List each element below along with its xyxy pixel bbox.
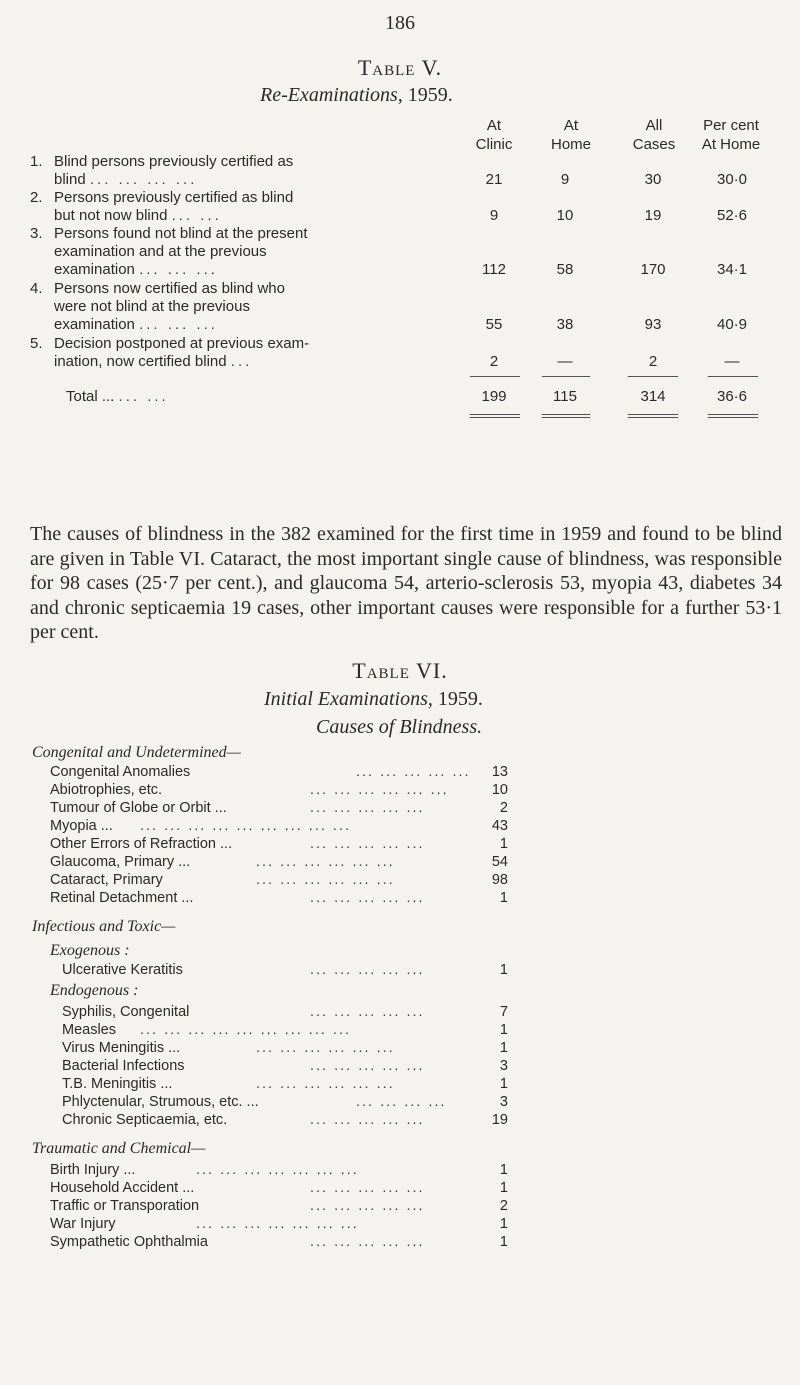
cell-all: 170 — [640, 261, 666, 278]
list-item: Birth Injury ... ... ... ... ... ... ... ... 1 — [50, 1162, 508, 1178]
list-item: T.B. Meningitis ... ... ... ... ... ... ... 1 — [62, 1076, 508, 1092]
row-label-line: Persons found not blind at the present — [54, 225, 308, 242]
table6-subtitle-year: 1959. — [437, 688, 483, 710]
list-item: Abiotrophies, etc. ... ... ... ... ... ... 10 — [50, 782, 508, 798]
cell-all: 2 — [648, 353, 658, 370]
list-item: Household Accident ... ... ... ... ... ... 1 — [50, 1180, 508, 1196]
list-item: Phlyctenular, Strumous, etc. ... ... ... ... ... 3 — [62, 1094, 508, 1110]
table6-subtitle — [264, 688, 483, 711]
cell-percent: — — [724, 353, 740, 370]
row-label-line: examination — [54, 316, 135, 333]
cell-percent: 34·1 — [716, 261, 748, 278]
total-clinic: 199 — [481, 388, 507, 405]
list-item: Virus Meningitis ... ... ... ... ... ... ... 1 — [62, 1040, 508, 1056]
cell-all: 19 — [644, 207, 662, 224]
table6-subtitle2: Causes of Blindness. — [316, 716, 483, 738]
row-label-line: examination — [54, 261, 135, 278]
cell-percent: 30·0 — [716, 171, 748, 188]
cell-clinic: 112 — [482, 261, 506, 278]
row-label-line: ination, now certified blind — [54, 353, 227, 370]
row-number: 2. — [30, 189, 43, 206]
total-rule — [708, 376, 758, 377]
list-item: War Injury ... ... ... ... ... ... ... 1 — [50, 1216, 508, 1232]
cell-home: 10 — [556, 207, 574, 224]
cell-all: 30 — [644, 171, 662, 188]
list-item: Glaucoma, Primary ... ... ... ... ... ... ... 54 — [50, 854, 508, 870]
row-number: 1. — [30, 153, 43, 170]
col-header-clinic: At Clinic — [475, 117, 513, 153]
table5-title: Table V. — [357, 55, 443, 80]
table6-title: Table VI. — [352, 658, 448, 683]
cell-home: 38 — [556, 316, 574, 333]
subcategory-heading: Endogenous : — [50, 982, 139, 999]
cell-all: 93 — [644, 316, 662, 333]
category-heading: Congenital and Undetermined— — [32, 744, 241, 761]
total-label: Total ... — [66, 388, 115, 405]
list-item: Traffic or Transporation ... ... ... ... ... 2 — [50, 1198, 508, 1214]
total-rule — [542, 376, 590, 377]
cell-percent: 40·9 — [716, 316, 748, 333]
row-label-line: were not blind at the previous — [54, 298, 250, 315]
double-rule — [470, 414, 520, 418]
row-number: 3. — [30, 225, 43, 242]
cell-clinic: 9 — [489, 207, 499, 224]
list-item: Ulcerative Keratitis ... ... ... ... ... 1 — [62, 962, 508, 978]
row-label-line: examination and at the previous — [54, 243, 267, 260]
double-rule — [628, 414, 678, 418]
list-item: Other Errors of Refraction ... ... ... ... ... ... 1 — [50, 836, 508, 852]
list-item: Chronic Septicaemia, etc. ... ... ... ... ... 19 — [62, 1112, 508, 1128]
list-item: Bacterial Infections ... ... ... ... ... 3 — [62, 1058, 508, 1074]
table5-subtitle-italic: Re-Examinations, — [260, 84, 403, 106]
row-label-line: but not now blind — [54, 207, 168, 224]
row-label-line: Blind persons previously certified as — [54, 153, 294, 170]
list-item: Measles ... ... ... ... ... ... ... ... ... 1 — [62, 1022, 508, 1038]
row-label-line: Persons previously certified as blind — [54, 189, 294, 206]
col-header-per-cent: Per cent At Home — [701, 117, 761, 153]
cell-home: 9 — [560, 171, 570, 188]
category-heading: Traumatic and Chemical— — [32, 1140, 206, 1157]
row-label-line: Decision postponed at previous exam- — [54, 335, 310, 352]
total-rule — [628, 376, 678, 377]
total-percent: 36·6 — [716, 388, 748, 405]
list-item: Syphilis, Congenital ... ... ... ... ... 7 — [62, 1004, 508, 1020]
table5-subtitle-year: 1959. — [407, 84, 453, 106]
cell-percent: 52·6 — [716, 207, 748, 224]
total-rule — [470, 376, 520, 377]
col-header-all-cases: All Cases — [632, 117, 676, 153]
page-number: 186 — [385, 12, 415, 34]
total-home: 115 — [553, 388, 577, 405]
list-item: Sympathetic Ophthalmia ... ... ... ... ... 1 — [50, 1234, 508, 1250]
cell-clinic: 21 — [485, 171, 503, 188]
col-header-home: At Home — [550, 117, 591, 153]
list-item: Congenital Anomalies ... ... ... ... ... 13 — [50, 764, 508, 780]
cell-clinic: 2 — [489, 353, 499, 370]
table5-subtitle — [260, 84, 453, 107]
cell-home: — — [557, 353, 573, 370]
list-item: Cataract, Primary ... ... ... ... ... ... 98 — [50, 872, 508, 888]
row-label-line: blind — [54, 171, 86, 188]
list-item: Retinal Detachment ... ... ... ... ... ... 1 — [50, 890, 508, 906]
cell-home: 58 — [556, 261, 574, 278]
category-heading: Infectious and Toxic— — [32, 918, 176, 935]
row-label-line: Persons now certified as blind who — [54, 280, 285, 297]
subcategory-heading: Exogenous : — [50, 942, 130, 959]
list-item: Myopia ... ... ... ... ... ... ... ... ... ... 43 — [50, 818, 508, 834]
table6-subtitle-italic: Initial Examinations, — [264, 688, 433, 710]
body-paragraph: The causes of blindness in the 382 examined for the first time in 1959 and found to be blind are given in Table VI. Cataract, the most important single cause of blindness, was responsible for 98 cases (25·7 per cent.), and glaucoma 54, arterio-sclerosis 53, myopia 43, diabetes 34 and chronic septicaemia 19 cases, other important causes were responsible for a further 53·1 per cent. — [30, 523, 782, 643]
double-rule — [542, 414, 590, 418]
double-rule — [708, 414, 758, 418]
row-number: 5. — [30, 335, 43, 352]
row-number: 4. — [30, 280, 43, 297]
cell-clinic: 55 — [485, 316, 503, 333]
list-item: Tumour of Globe or Orbit ... ... ... ... ... ... 2 — [50, 800, 508, 816]
total-all: 314 — [640, 388, 666, 405]
